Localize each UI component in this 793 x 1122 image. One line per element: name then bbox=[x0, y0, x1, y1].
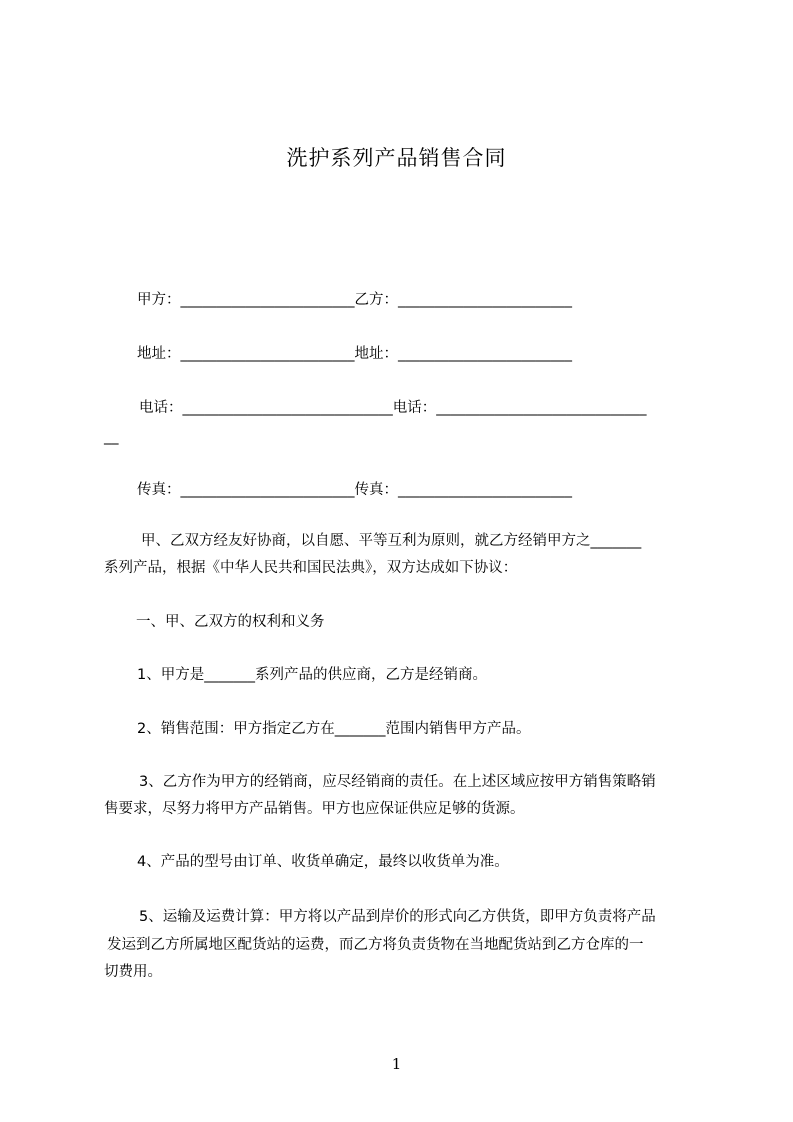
phone-blank-wrap: __ bbox=[104, 429, 119, 445]
party-row-address bbox=[137, 340, 572, 368]
party-b-address-label: 地址： bbox=[354, 346, 398, 362]
section-heading-rights: 一、甲、乙双方的权利和义务 bbox=[136, 614, 325, 630]
party-row-fax bbox=[137, 476, 572, 504]
clause-5-line-3: 切费用。 bbox=[104, 964, 162, 980]
document-title: 洗护系列产品销售合同 bbox=[286, 146, 507, 170]
party-a-fax-blank: ________________________ bbox=[180, 482, 355, 498]
clause-3-line-1: 3、乙方作为甲方的经销商，应尽经销商的责任。在上述区域应按甲方销售策略销 bbox=[139, 774, 656, 790]
party-a-fax-label: 传真： bbox=[137, 482, 181, 498]
party-b-name-label: 乙方： bbox=[354, 292, 398, 308]
party-a-phone-blank: _____________________________ bbox=[182, 400, 393, 416]
party-a-address-label: 地址： bbox=[137, 346, 181, 362]
party-row-name bbox=[137, 286, 572, 314]
party-row-phone bbox=[139, 394, 647, 422]
clause-1: 1、甲方是_______系列产品的供应商，乙方是经销商。 bbox=[137, 667, 487, 683]
clause-5-line-1: 5、运输及运费计算：甲方将以产品到岸价的形式向乙方供货，即甲方负责将产品 bbox=[139, 909, 656, 925]
clause-3-line-2: 售要求，尽努力将甲方产品销售。甲方也应保证供应足够的货源。 bbox=[104, 801, 525, 817]
intro-line-1: 甲、乙双方经友好协商，以自愿、平等互利为原则，就乙方经销甲方之_______ bbox=[141, 533, 642, 549]
party-b-name-blank: ________________________ bbox=[398, 292, 572, 308]
party-b-fax-label: 传真： bbox=[354, 482, 398, 498]
party-b-phone-label: 电话： bbox=[392, 400, 437, 416]
party-b-phone-blank: _____________________________ bbox=[436, 400, 647, 416]
clause-5-line-2: 发运到乙方所属地区配货站的运费，而乙方将负责货物在当地配货站到乙方仓库的一 bbox=[107, 937, 644, 953]
party-b-address-blank: ________________________ bbox=[398, 346, 572, 362]
intro-line-2: 系列产品，根据《中华人民共和国民法典》，双方达成如下协议： bbox=[104, 560, 518, 576]
party-b-fax-blank: ________________________ bbox=[398, 482, 572, 498]
clause-4: 4、产品的型号由订单、收货单确定，最终以收货单为准。 bbox=[137, 854, 509, 870]
party-a-name-label: 甲方： bbox=[137, 292, 181, 308]
party-a-name-blank: ________________________ bbox=[180, 292, 355, 308]
page-number: 1 bbox=[391, 1055, 402, 1073]
party-a-phone-label: 电话： bbox=[139, 400, 183, 416]
clause-2: 2、销售范围：甲方指定乙方在_______范围内销售甲方产品。 bbox=[137, 721, 531, 737]
party-a-address-blank: ________________________ bbox=[180, 346, 355, 362]
